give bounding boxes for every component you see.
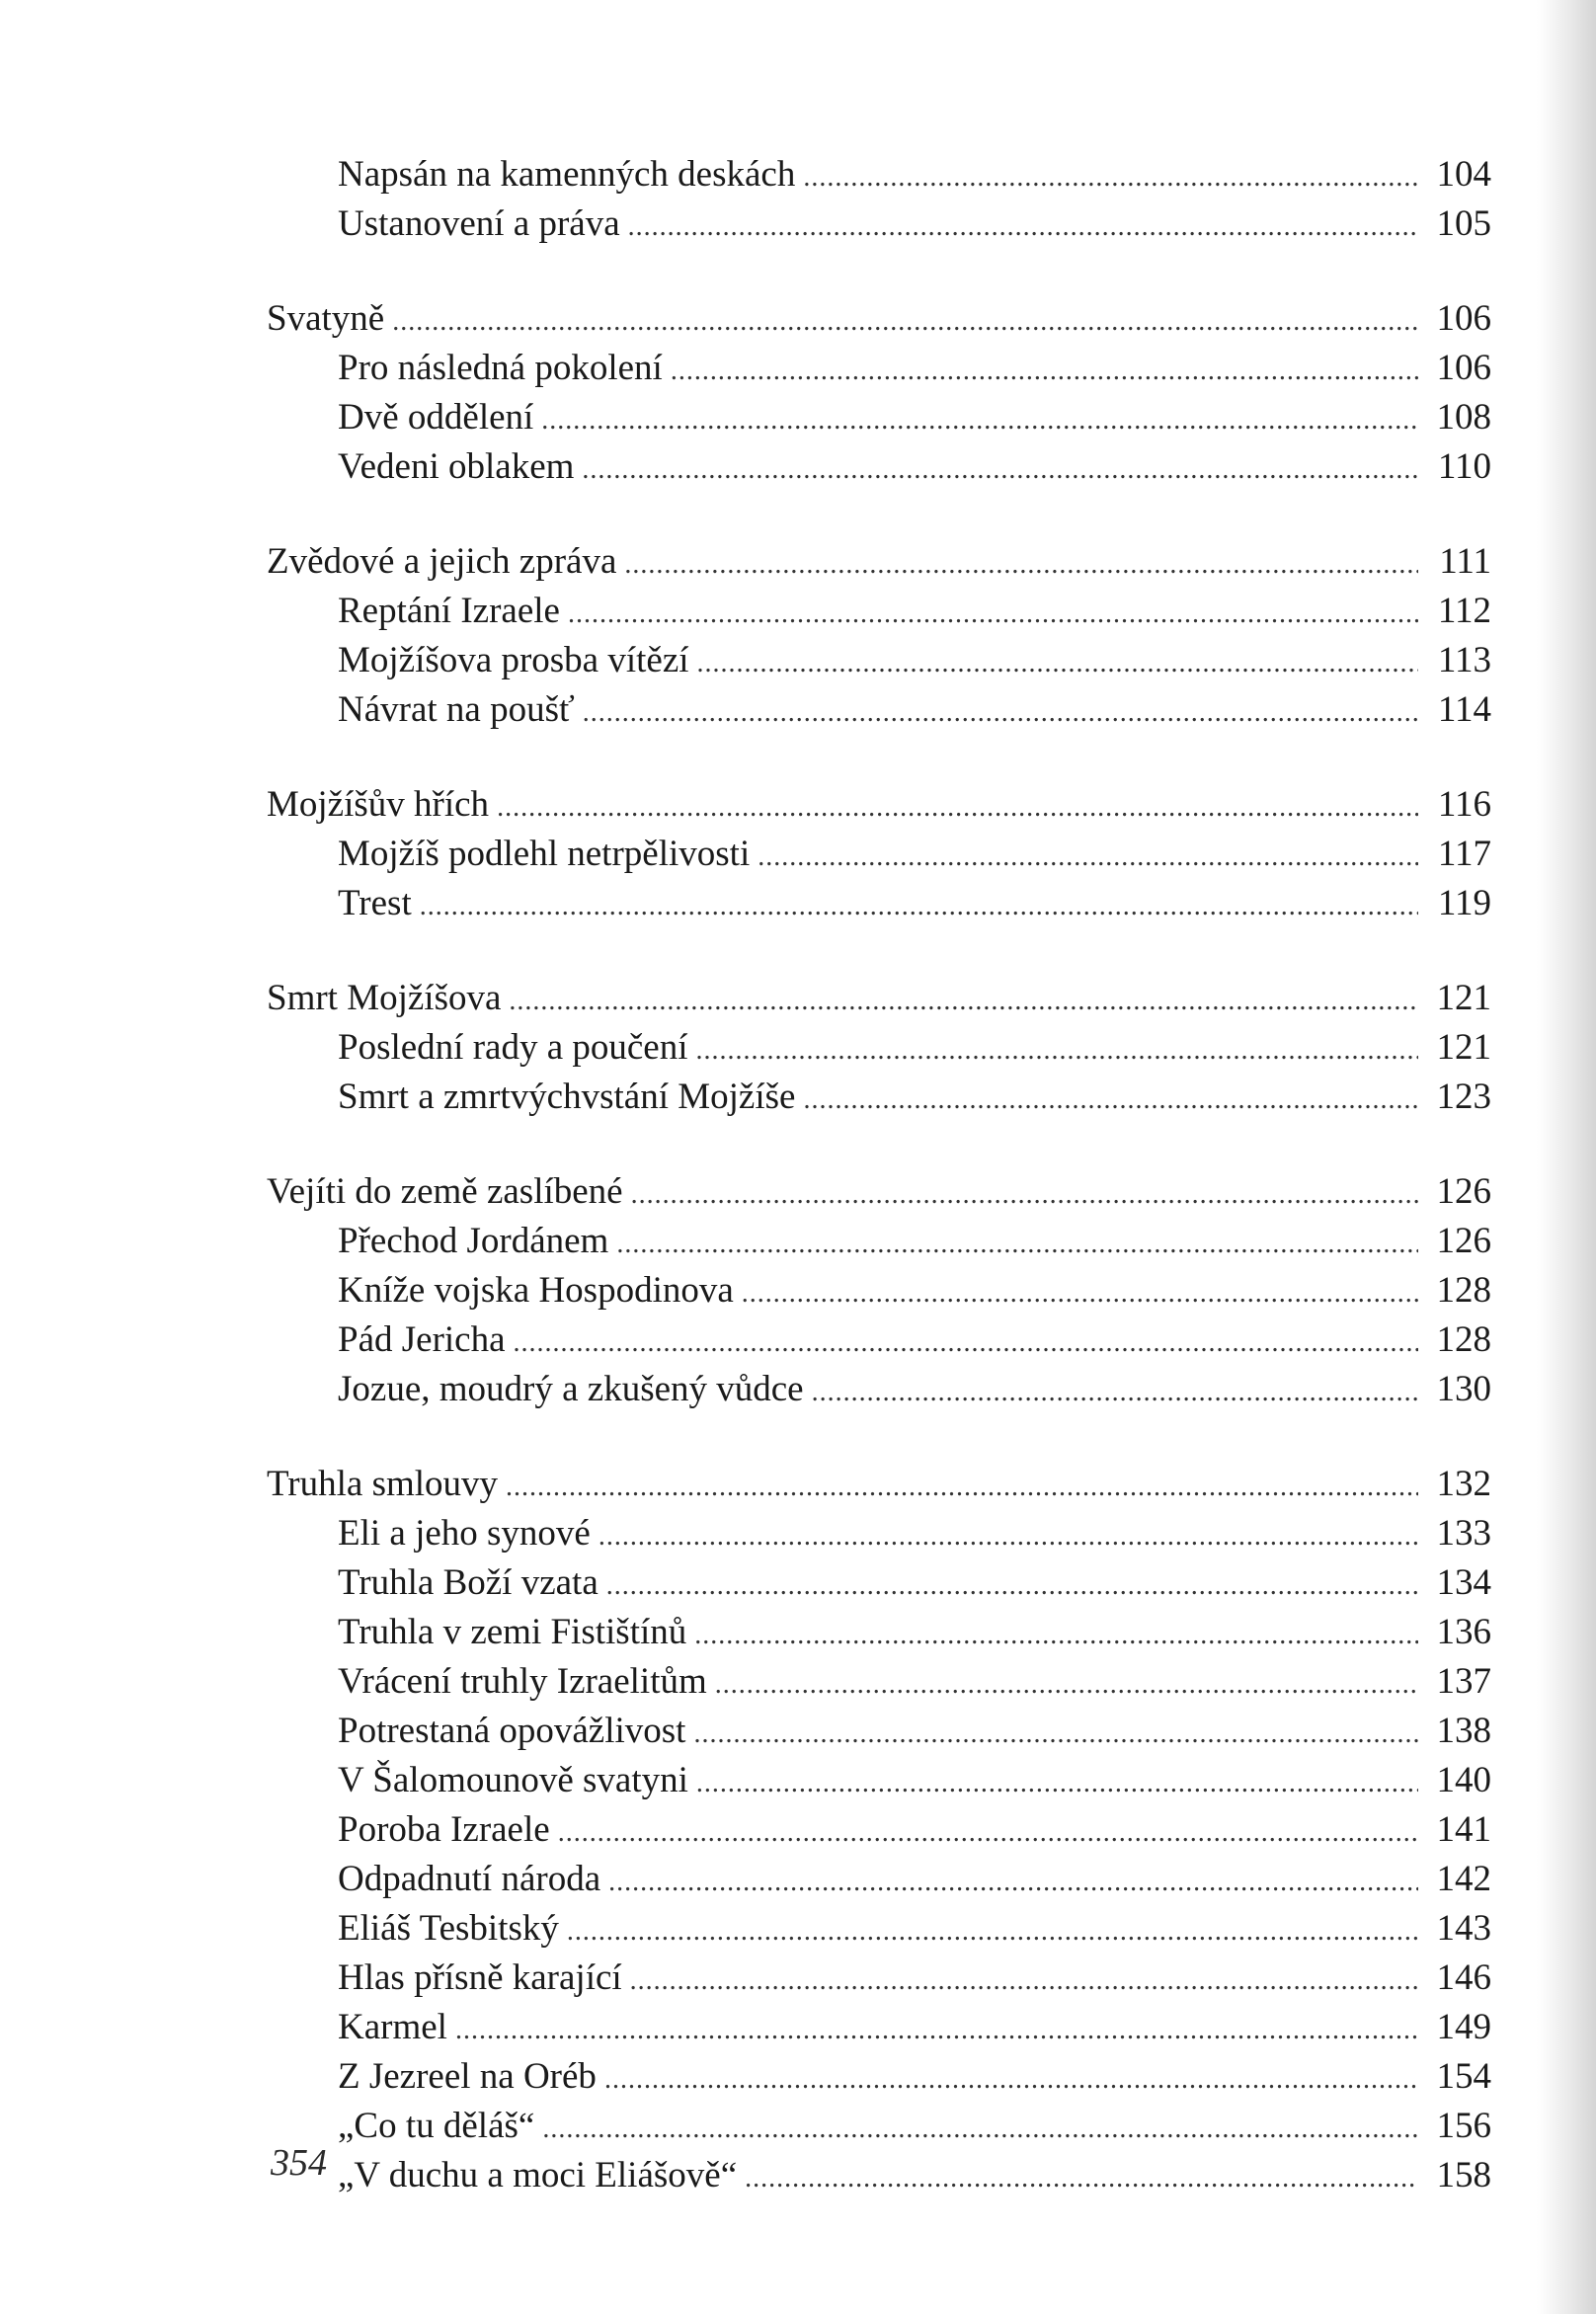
- toc-chapter-entry: [267, 1460, 1491, 1509]
- toc-dot-leader: [568, 590, 1418, 639]
- table-of-contents: [267, 150, 1491, 2246]
- toc-entry-page: 137: [1436, 1661, 1491, 1702]
- toc-group: [267, 974, 1491, 1122]
- toc-dot-leader: [694, 1611, 1418, 1660]
- toc-entry-title: Ustanovení a práva: [338, 203, 620, 244]
- toc-entry-page: 128: [1436, 1319, 1491, 1360]
- toc-entry-page: 146: [1436, 1957, 1491, 1998]
- toc-section-entry: [267, 1509, 1491, 1558]
- toc-entry-title: Karmel: [338, 2007, 447, 2047]
- toc-entry-page: 149: [1436, 2007, 1491, 2047]
- toc-entry-page: 136: [1436, 1612, 1491, 1652]
- toc-entry-page: 108: [1436, 397, 1491, 438]
- page-edge-shadow: [1537, 0, 1596, 2314]
- toc-dot-leader: [420, 882, 1418, 931]
- toc-entry-title: Poroba Izraele: [338, 1809, 550, 1850]
- toc-entry-title: Svatyně: [267, 298, 385, 339]
- toc-dot-leader: [715, 1660, 1418, 1710]
- toc-entry-title: V Šalomounově svatyni: [338, 1760, 688, 1800]
- toc-entry-title: Eliáš Tesbitský: [338, 1908, 559, 1949]
- toc-dot-leader: [509, 977, 1418, 1026]
- toc-entry-page: 126: [1436, 1171, 1491, 1212]
- toc-entry-title: Poslední rady a poučení: [338, 1027, 688, 1068]
- toc-section-entry: [267, 1756, 1491, 1805]
- toc-section-entry: [267, 2151, 1491, 2200]
- toc-entry-title: Napsán na kamenných deskách: [338, 154, 796, 195]
- toc-dot-leader: [630, 1956, 1418, 2006]
- toc-section-entry: [267, 1266, 1491, 1316]
- toc-section-entry: [267, 636, 1491, 685]
- toc-dot-leader: [624, 540, 1418, 590]
- toc-section-entry: [267, 2052, 1491, 2102]
- toc-section-entry: [267, 1954, 1491, 2003]
- toc-section-entry: [267, 1657, 1491, 1707]
- toc-entry-page: 154: [1436, 2056, 1491, 2097]
- toc-chapter-entry: [267, 537, 1491, 587]
- toc-entry-title: Z Jezreel na Oréb: [338, 2056, 597, 2097]
- toc-chapter-entry: [267, 780, 1491, 830]
- toc-section-entry: [267, 1217, 1491, 1266]
- toc-entry-title: Vejíti do země zaslíbené: [267, 1171, 623, 1212]
- toc-entry-title: „Co tu děláš“: [338, 2106, 535, 2146]
- toc-dot-leader: [696, 1026, 1419, 1076]
- toc-chapter-entry: [267, 1167, 1491, 1217]
- toc-entry-page: 106: [1436, 348, 1491, 388]
- toc-group: [267, 1167, 1491, 1414]
- toc-entry-page: 113: [1437, 640, 1491, 680]
- toc-entry-page: 110: [1437, 446, 1491, 487]
- toc-entry-title: Jozue, moudrý a zkušený vůdce: [338, 1369, 804, 1409]
- toc-entry-page: 156: [1436, 2106, 1491, 2146]
- toc-entry-title: Přechod Jordánem: [338, 1221, 609, 1261]
- toc-entry-title: Smrt a zmrtvýchvstání Mojžíše: [338, 1077, 796, 1117]
- toc-section-entry: [267, 2003, 1491, 2052]
- toc-entry-title: Truhla Boží vzata: [338, 1562, 598, 1603]
- toc-section-entry: [267, 1023, 1491, 1073]
- toc-entry-page: 141: [1436, 1809, 1491, 1850]
- toc-dot-leader: [506, 1463, 1418, 1512]
- toc-group: [267, 294, 1491, 492]
- toc-section-entry: [267, 1855, 1491, 1904]
- toc-section-entry: [267, 1904, 1491, 1954]
- toc-entry-page: 121: [1436, 978, 1491, 1018]
- toc-dot-leader: [608, 1858, 1418, 1907]
- toc-entry-page: 106: [1436, 298, 1491, 339]
- toc-chapter-entry: [267, 294, 1491, 344]
- toc-entry-title: Truhla v zemi Fistištínů: [338, 1612, 687, 1652]
- toc-dot-leader: [803, 1076, 1418, 1125]
- toc-entry-page: 140: [1436, 1760, 1491, 1800]
- toc-section-entry: [267, 1316, 1491, 1365]
- toc-dot-leader: [697, 639, 1418, 688]
- toc-entry-page: 114: [1437, 689, 1491, 730]
- toc-section-entry: [267, 1558, 1491, 1608]
- page-number: 354: [271, 2142, 327, 2184]
- toc-entry-page: 119: [1437, 883, 1491, 923]
- toc-dot-leader: [541, 396, 1418, 445]
- toc-entry-title: Mojžíš podlehl netrpělivosti: [338, 834, 751, 874]
- toc-chapter-entry: [267, 974, 1491, 1023]
- toc-dot-leader: [696, 1759, 1418, 1808]
- toc-dot-leader: [742, 1269, 1418, 1318]
- toc-section-entry: [267, 1805, 1491, 1855]
- toc-entry-title: Pád Jericha: [338, 1319, 506, 1360]
- toc-entry-page: 105: [1436, 203, 1491, 244]
- toc-dot-leader: [671, 347, 1418, 396]
- toc-entry-page: 117: [1437, 834, 1491, 874]
- toc-entry-title: Smrt Mojžíšova: [267, 978, 502, 1018]
- toc-section-entry: [267, 1365, 1491, 1414]
- toc-entry-title: Vedeni oblakem: [338, 446, 575, 487]
- toc-entry-title: Reptání Izraele: [338, 591, 560, 631]
- toc-entry-page: 134: [1436, 1562, 1491, 1603]
- toc-dot-leader: [558, 1808, 1418, 1858]
- toc-entry-page: 112: [1437, 591, 1491, 631]
- toc-entry-page: 143: [1436, 1908, 1491, 1949]
- toc-section-entry: [267, 830, 1491, 879]
- toc-section-entry: [267, 587, 1491, 636]
- toc-entry-title: Mojžíšův hřích: [267, 784, 490, 825]
- toc-section-entry: [267, 150, 1491, 199]
- toc-dot-leader: [745, 2154, 1418, 2203]
- toc-entry-page: 142: [1436, 1859, 1491, 1899]
- toc-dot-leader: [604, 2055, 1418, 2105]
- toc-entry-page: 138: [1436, 1711, 1491, 1751]
- toc-section-entry: [267, 1073, 1491, 1122]
- toc-entry-page: 104: [1436, 154, 1491, 195]
- toc-entry-title: Kníže vojska Hospodinova: [338, 1270, 734, 1311]
- toc-dot-leader: [758, 833, 1418, 882]
- toc-entry-page: 116: [1437, 784, 1491, 825]
- toc-group: [267, 780, 1491, 928]
- toc-section-entry: [267, 344, 1491, 393]
- toc-group: [267, 1460, 1491, 2200]
- toc-entry-title: Návrat na poušť: [338, 689, 575, 730]
- toc-dot-leader: [598, 1512, 1418, 1561]
- toc-dot-leader: [631, 1170, 1418, 1220]
- toc-group: [267, 537, 1491, 735]
- toc-entry-title: Hlas přísně karající: [338, 1957, 622, 1998]
- toc-dot-leader: [812, 1368, 1418, 1417]
- toc-section-entry: [267, 1707, 1491, 1756]
- toc-dot-leader: [628, 202, 1418, 252]
- toc-entry-title: Mojžíšova prosba vítězí: [338, 640, 689, 680]
- toc-entry-page: 132: [1436, 1464, 1491, 1504]
- toc-section-entry: [267, 393, 1491, 442]
- toc-dot-leader: [606, 1561, 1418, 1611]
- toc-dot-leader: [392, 297, 1418, 347]
- toc-dot-leader: [803, 153, 1418, 202]
- toc-entry-title: „V duchu a moci Eliášově“: [338, 2155, 738, 2195]
- toc-entry-title: Pro následná pokolení: [338, 348, 663, 388]
- toc-dot-leader: [693, 1710, 1418, 1759]
- toc-section-entry: [267, 879, 1491, 928]
- toc-entry-title: Potrestaná opovážlivost: [338, 1711, 686, 1751]
- toc-entry-page: 130: [1436, 1369, 1491, 1409]
- toc-section-entry: [267, 685, 1491, 735]
- toc-dot-leader: [567, 1907, 1418, 1956]
- toc-entry-title: Trest: [338, 883, 412, 923]
- toc-entry-page: 158: [1436, 2155, 1491, 2195]
- toc-entry-title: Dvě oddělení: [338, 397, 534, 438]
- toc-entry-page: 123: [1436, 1077, 1491, 1117]
- toc-section-entry: [267, 2102, 1491, 2151]
- toc-group: [267, 150, 1491, 249]
- toc-section-entry: [267, 442, 1491, 492]
- toc-dot-leader: [542, 2105, 1418, 2154]
- toc-entry-page: 126: [1436, 1221, 1491, 1261]
- toc-dot-leader: [583, 688, 1418, 738]
- toc-entry-page: 128: [1436, 1270, 1491, 1311]
- toc-entry-title: Vrácení truhly Izraelitům: [338, 1661, 707, 1702]
- toc-dot-leader: [616, 1220, 1418, 1269]
- toc-dot-leader: [497, 783, 1418, 833]
- toc-dot-leader: [582, 445, 1418, 495]
- toc-entry-title: Odpadnutí národa: [338, 1859, 601, 1899]
- toc-dot-leader: [455, 2006, 1418, 2055]
- toc-entry-title: Zvědové a jejich zpráva: [267, 541, 617, 582]
- toc-entry-page: 133: [1436, 1513, 1491, 1554]
- toc-section-entry: [267, 1608, 1491, 1657]
- toc-entry-title: Truhla smlouvy: [267, 1464, 499, 1504]
- toc-entry-page: 111: [1439, 541, 1491, 582]
- toc-section-entry: [267, 199, 1491, 249]
- toc-entry-page: 121: [1436, 1027, 1491, 1068]
- toc-entry-title: Eli a jeho synové: [338, 1513, 591, 1554]
- toc-dot-leader: [514, 1318, 1418, 1368]
